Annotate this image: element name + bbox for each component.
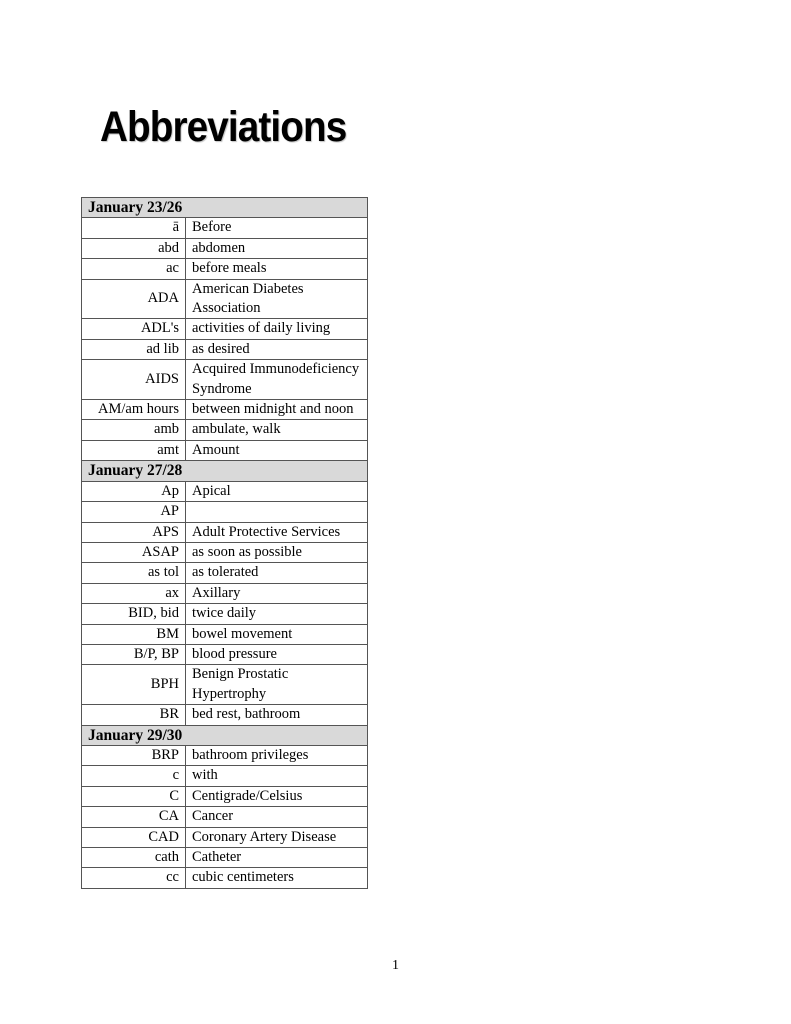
section-header: January 23/26: [82, 198, 368, 218]
table-row: [82, 218, 368, 238]
abbreviations-table-body: [82, 198, 368, 889]
abbreviation-definition: Amount: [186, 440, 368, 460]
abbreviation-term: CA: [82, 807, 186, 827]
table-row: [82, 745, 368, 765]
table-row: [82, 481, 368, 501]
abbreviation-term: ax: [82, 583, 186, 603]
abbreviation-definition: blood pressure: [186, 644, 368, 664]
abbreviation-definition: bed rest, bathroom: [186, 705, 368, 725]
abbreviation-term: cc: [82, 868, 186, 888]
table-row: [82, 705, 368, 725]
abbreviation-term: ADA: [82, 279, 186, 319]
table-row: [82, 339, 368, 359]
abbreviation-definition: as desired: [186, 339, 368, 359]
table-row: [82, 563, 368, 583]
abbreviation-term: CAD: [82, 827, 186, 847]
table-row: [82, 238, 368, 258]
abbreviation-definition: before meals: [186, 259, 368, 279]
table-row: [82, 440, 368, 460]
abbreviation-definition: with: [186, 766, 368, 786]
abbreviation-term: BM: [82, 624, 186, 644]
abbreviation-definition: Before: [186, 218, 368, 238]
table-row: [82, 665, 368, 705]
abbreviation-term: BR: [82, 705, 186, 725]
abbreviation-definition: Adult Protective Services: [186, 522, 368, 542]
abbreviation-definition: bowel movement: [186, 624, 368, 644]
table-row: [82, 624, 368, 644]
table-row: [82, 786, 368, 806]
abbreviation-definition: between midnight and noon: [186, 400, 368, 420]
table-row: [82, 319, 368, 339]
abbreviation-definition: American Diabetes Association: [186, 279, 368, 319]
abbreviation-definition: Benign Prostatic Hypertrophy: [186, 665, 368, 705]
abbreviation-definition: [186, 502, 368, 522]
table-row: [82, 400, 368, 420]
table-row: [82, 259, 368, 279]
table-row: [82, 868, 368, 888]
abbreviation-term: AIDS: [82, 360, 186, 400]
table-row: [82, 807, 368, 827]
abbreviation-term: C: [82, 786, 186, 806]
abbreviation-term: APS: [82, 522, 186, 542]
abbreviation-term: BPH: [82, 665, 186, 705]
abbreviation-term: c: [82, 766, 186, 786]
table-row: [82, 542, 368, 562]
abbreviation-term: ad lib: [82, 339, 186, 359]
abbreviation-definition: twice daily: [186, 604, 368, 624]
table-row: [82, 604, 368, 624]
table-row: [82, 522, 368, 542]
table-row: [82, 766, 368, 786]
table-row: [82, 583, 368, 603]
abbreviation-term: ASAP: [82, 542, 186, 562]
abbreviation-definition: as soon as possible: [186, 542, 368, 562]
abbreviation-term: as tol: [82, 563, 186, 583]
table-row: [82, 644, 368, 664]
abbreviation-term: BRP: [82, 745, 186, 765]
abbreviation-definition: Cancer: [186, 807, 368, 827]
abbreviation-term: abd: [82, 238, 186, 258]
abbreviation-definition: Catheter: [186, 848, 368, 868]
abbreviation-definition: Acquired Immunodeficiency Syndrome: [186, 360, 368, 400]
table-row: [82, 279, 368, 319]
abbreviation-definition: abdomen: [186, 238, 368, 258]
abbreviation-definition: activities of daily living: [186, 319, 368, 339]
abbreviation-term: B/P, BP: [82, 644, 186, 664]
section-header: January 27/28: [82, 461, 368, 481]
abbreviation-term: cath: [82, 848, 186, 868]
abbreviation-definition: Coronary Artery Disease: [186, 827, 368, 847]
abbreviation-term: BID, bid: [82, 604, 186, 624]
table-row: [82, 502, 368, 522]
abbreviation-definition: Centigrade/Celsius: [186, 786, 368, 806]
section-header-row: [82, 461, 368, 481]
table-row: [82, 827, 368, 847]
page-number: 1: [392, 958, 399, 973]
abbreviation-term: ā: [82, 218, 186, 238]
abbreviation-definition: ambulate, walk: [186, 420, 368, 440]
abbreviation-definition: bathroom privileges: [186, 745, 368, 765]
page-title: Abbreviations: [100, 103, 347, 151]
abbreviation-term: ac: [82, 259, 186, 279]
abbreviation-term: amb: [82, 420, 186, 440]
abbreviation-definition: Apical: [186, 481, 368, 501]
table-row: [82, 360, 368, 400]
table-row: [82, 848, 368, 868]
table-row: [82, 420, 368, 440]
abbreviations-table: [81, 197, 368, 889]
abbreviation-term: AM/am hours: [82, 400, 186, 420]
section-header: January 29/30: [82, 725, 368, 745]
section-header-row: [82, 198, 368, 218]
abbreviation-term: ADL's: [82, 319, 186, 339]
abbreviation-definition: as tolerated: [186, 563, 368, 583]
abbreviation-term: Ap: [82, 481, 186, 501]
abbreviation-definition: Axillary: [186, 583, 368, 603]
abbreviation-term: AP: [82, 502, 186, 522]
abbreviation-term: amt: [82, 440, 186, 460]
section-header-row: [82, 725, 368, 745]
abbreviation-definition: cubic centimeters: [186, 868, 368, 888]
